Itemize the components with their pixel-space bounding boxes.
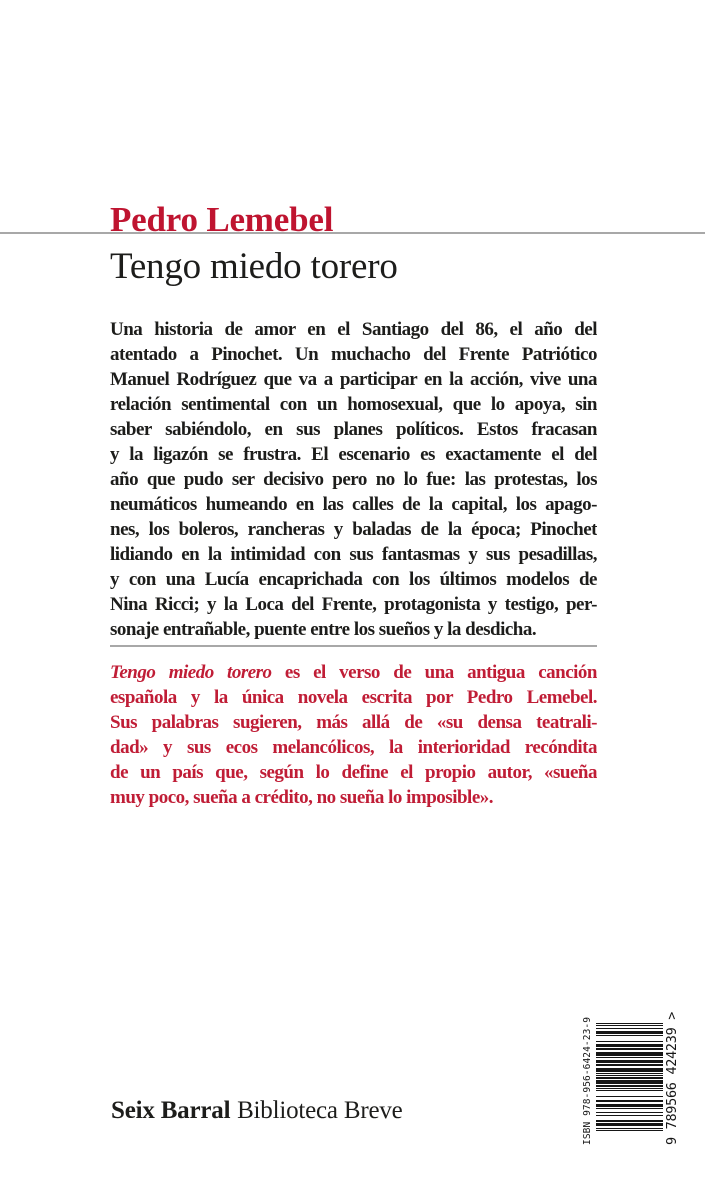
barcode-gap [596,1042,663,1043]
synopsis-line: año que pudo ser decisivo pero no lo fue: las protestas, los [110,469,597,490]
synopsis-line: lidiando en la intimidad con sus fantasmas y sus pesadillas, [110,544,597,565]
barcode-bar [596,1064,663,1065]
barcode-gap [596,1122,663,1123]
blurb-italic-title: Tengo miedo torero [110,662,272,683]
barcode-bar [596,1124,663,1125]
author-name: Pedro Lemebel [110,200,334,239]
blurb-paragraph [110,660,597,810]
barcode-gap [596,1026,663,1027]
top-rule [0,232,705,234]
barcode-bar [596,1045,663,1046]
publisher-logotype [111,1098,403,1123]
barcode-gap [596,1109,663,1110]
barcode-gap [596,1087,663,1088]
barcode-gap [596,1074,663,1075]
divider-rule [110,645,597,647]
barcode-bar [596,1069,663,1070]
barcode-gap [596,1091,663,1092]
barcode-gap [596,1034,663,1035]
barcode-gap [596,1047,663,1048]
barcode-bar [596,1112,663,1113]
barcode-bar [596,1071,663,1072]
barcode-gap [596,1116,663,1117]
barcode-gap [596,1113,663,1114]
barcode-bar [596,1031,663,1032]
barcode-bar [596,1083,663,1084]
barcode-gap [596,1099,663,1100]
barcode-gap [596,1043,663,1044]
blurb-line: dad» y sus ecos melancólicos, la interioridad recóndita [110,737,597,758]
barcode-bar [596,1115,663,1116]
barcode-gap [596,1058,663,1059]
barcode-bar [596,1061,663,1062]
barcode-bars [594,1013,665,1145]
barcode-gap [596,1039,663,1040]
barcode-bar [596,1082,663,1083]
isbn-number-label: ISBN 978-956-6424-23-9 [582,1016,593,1145]
barcode-bar [596,1065,663,1066]
barcode-gap [596,1093,663,1094]
barcode-bar [596,1041,663,1042]
blurb-line: española y la única novela escrita por Pedro Lemebel. [110,687,597,708]
barcode-bar [596,1080,663,1081]
synopsis-line: Manuel Rodríguez que va a participar en la acción, vive una [110,369,597,390]
barcode-bar [596,1120,663,1121]
synopsis-line: Nina Ricci; y la Loca del Frente, protagonista y testigo, per- [110,594,597,615]
synopsis-line: y la ligazón se frustra. El escenario es exactamente el del [110,444,597,465]
synopsis-line: y con una Lucía encaprichada con los últimos modelos de [110,569,597,590]
barcode-bar [596,1055,663,1056]
barcode-bar [596,1025,663,1026]
barcode-gap [596,1056,663,1057]
barcode-bar [596,1075,663,1076]
barcode-gap [596,1040,663,1041]
barcode-gap [596,1050,663,1051]
barcode-gap [596,1079,663,1080]
barcode-gap [596,1084,663,1085]
barcode-rotated-block [582,1013,680,1145]
barcode-gap [596,1098,663,1099]
barcode-bar [596,1104,663,1105]
imprint-name: Seix Barral [111,1097,231,1124]
collection-name: Biblioteca Breve [237,1097,403,1124]
barcode-bar [596,1101,663,1102]
barcode-gap [596,1107,663,1108]
barcode-bar [596,1028,663,1029]
synopsis-line: saber sabiéndolo, en sus planes políticos. Estos fracasan [110,419,597,440]
ean-digits: 9 789566 424239 > [664,1011,680,1145]
barcode-bar [596,1044,663,1045]
barcode-gap [596,1118,663,1119]
isbn-barcode [582,1013,680,1145]
book-title: Tengo miedo torero [110,246,398,287]
synopsis-line: atentado a Pinochet. Un muchacho del Frente Patriótico [110,344,597,365]
barcode-bar [596,1081,663,1082]
synopsis-line: relación sentimental con un homosexual, que lo apoya, sin [110,394,597,415]
barcode-gap [596,1059,663,1060]
synopsis-line: nes, los boleros, rancheras y baladas de la época; Pinochet [110,519,597,540]
barcode-bar [596,1106,663,1107]
barcode-gap [596,1072,663,1073]
barcode-gap [596,1036,663,1037]
barcode-gap [596,1095,663,1096]
barcode-gap [596,1110,663,1111]
barcode-gap [596,1037,663,1038]
barcode-gap [596,1024,663,1025]
barcode-gap [596,1092,663,1093]
barcode-gap [596,1066,663,1067]
synopsis-line: neumáticos humeando en las calles de la capital, los apago- [110,494,597,515]
synopsis-line: Una historia de amor en el Santiago del 86, el año del [110,319,597,340]
barcode-bar [596,1073,663,1074]
barcode-bar [596,1125,663,1126]
barcode-bar [596,1100,663,1101]
barcode-bar [596,1130,663,1131]
barcode-gap [596,1076,663,1077]
barcode-gap [596,1027,663,1028]
barcode-bar [596,1053,663,1054]
barcode-gap [596,1051,663,1052]
barcode-bar [596,1085,663,1086]
blurb-line: Sus palabras sugieren, más allá de «su densa teatrali- [110,712,597,733]
barcode-gap [596,1129,663,1130]
barcode-gap [596,1097,663,1098]
barcode-bar [596,1060,663,1061]
barcode-gap [596,1029,663,1030]
barcode-bar [596,1049,663,1050]
barcode-bar [596,1035,663,1036]
barcode-bar [596,1090,663,1091]
barcode-bar [596,1032,663,1033]
barcode-bar [596,1088,663,1089]
barcode-bar [596,1096,663,1097]
barcode-gap [596,1117,663,1118]
barcode-bar [596,1121,663,1122]
barcode-bar [596,1105,663,1106]
blurb-line: muy poco, sueña a crédito, no sueña lo imposible». [110,787,494,808]
barcode-bar [596,1023,663,1024]
barcode-bar [596,1033,663,1034]
blurb-line: Tengo miedo torero es el verso de una antigua canción [110,662,597,683]
barcode-gap [596,1089,663,1090]
barcode-bar [596,1128,663,1129]
barcode-gap [596,1063,663,1064]
barcode-gap [596,1102,663,1103]
barcode-bar [596,1048,663,1049]
barcode-bar [596,1077,663,1078]
blurb-line: de un país que, según lo define el propio autor, «sueña [110,762,597,783]
barcode-bar [596,1108,663,1109]
synopsis-line: sonaje entrañable, puente entre los sueños y la desdicha. [110,619,537,640]
barcode-bar [596,1068,663,1069]
barcode-gap [596,1126,663,1127]
barcode-bar [596,1052,663,1053]
barcode-gap [596,1067,663,1068]
synopsis-paragraph [110,317,597,642]
barcode-bar [596,1057,663,1058]
barcode-gap [596,1114,663,1115]
barcode-bar [596,1123,663,1124]
